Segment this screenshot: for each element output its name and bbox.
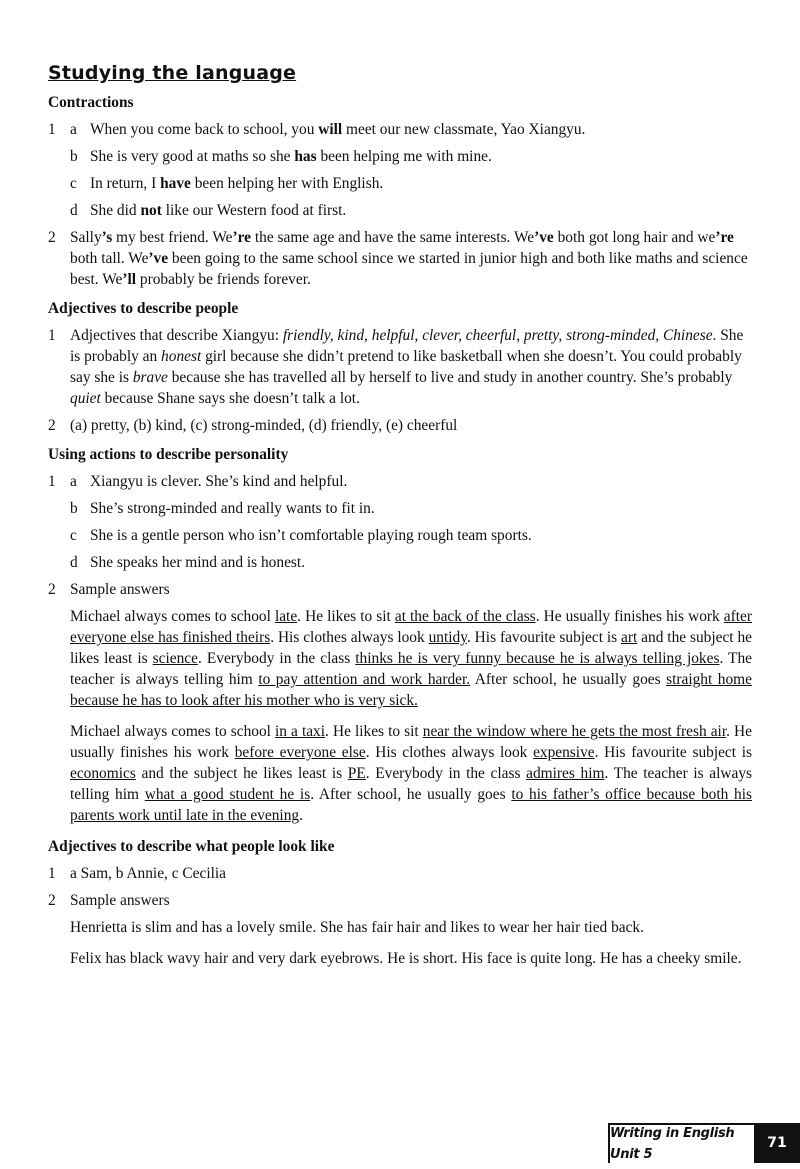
contractions-q1-b	[48, 146, 752, 167]
contractions-q1-a	[48, 119, 752, 140]
text-run: . His clothes always look	[365, 744, 534, 761]
answer-letter: a	[70, 121, 77, 138]
adjectives-q2-text: (a) pretty, (b) kind, (c) strong-minded, (d) friendly, (e) cheerful	[70, 417, 458, 434]
answer-text: She speaks her mind and is honest.	[90, 554, 306, 571]
actions-q1-c	[48, 525, 752, 546]
text-run: . He usually finishes his work	[535, 608, 724, 625]
question-number: 2	[48, 581, 56, 598]
contractions-q1-c	[48, 173, 752, 194]
underlined-phrase: thinks he is very funny because he is always telling jokes	[355, 650, 720, 667]
underlined-phrase: to pay attention and work harder.	[258, 671, 471, 688]
answer-letter: b	[70, 148, 78, 165]
contraction-bold: ’re	[715, 229, 734, 246]
adjectives-q2	[48, 415, 752, 436]
actions-q1-a	[48, 471, 752, 492]
underlined-phrase: what a good student he is	[144, 786, 311, 803]
contraction-bold: ’ve	[534, 229, 554, 246]
question-number: 2	[48, 229, 56, 246]
answer-letter: b	[70, 500, 78, 517]
answer-line	[70, 119, 752, 140]
question-number: 2	[48, 892, 56, 909]
underlined-phrase: science	[152, 650, 198, 667]
text-run: both got long hair and we	[553, 229, 716, 246]
section-heading-adjectives: Adjectives to describe people	[48, 300, 239, 317]
underlined-phrase: untidy	[428, 629, 467, 646]
answer-line	[70, 146, 752, 167]
text-run: girl because she didn’t pretend to like basketball when she doesn’t. You could probably say she is	[70, 348, 742, 386]
answer-letter: d	[70, 202, 78, 219]
answer-line	[70, 471, 752, 492]
page-footer	[608, 1123, 800, 1163]
text-run: and the subject he likes least is	[70, 629, 752, 667]
section-heading-actions: Using actions to describe personality	[48, 446, 289, 463]
section-heading-contractions: Contractions	[48, 94, 134, 111]
text-run: probably be friends forever.	[136, 271, 311, 288]
adjective-italic: honest	[161, 348, 202, 365]
text-run: and the subject he likes least is	[135, 765, 348, 782]
underlined-phrase: after everyone else has finished theirs	[70, 608, 752, 646]
adjective-italic: quiet	[70, 390, 101, 407]
page-title: Studying the language	[48, 62, 297, 84]
underlined-phrase: art	[621, 629, 638, 646]
answer-line	[70, 525, 752, 546]
answer-letter: d	[70, 554, 78, 571]
question-number: 1	[48, 121, 56, 138]
underlined-phrase: straight home because he has to look after his mother who is very sick.	[70, 671, 752, 709]
sample-paragraph	[70, 606, 752, 711]
text-run: been going to the same school since we started in junior high and both like maths and science best. We	[70, 250, 748, 288]
underlined-phrase: economics	[70, 765, 136, 782]
underlined-phrase: admires him	[526, 765, 605, 782]
text-run: After school, he usually goes	[470, 671, 667, 688]
text-run: because she has travelled all by herself to live and study in another country. She’s probably	[167, 369, 733, 386]
text-run: Sally	[70, 229, 102, 246]
answer-text: She’s strong-minded and really wants to fit in.	[90, 500, 375, 517]
answer-bold: have	[160, 175, 191, 192]
adjective-italic: friendly, kind, helpful, clever, cheerful, pretty, strong-minded, Chinese	[282, 327, 713, 344]
text-run: . He usually finishes his work	[70, 723, 752, 761]
page-content	[48, 60, 752, 979]
contraction-bold: ’re	[232, 229, 251, 246]
contractions-q2-text	[70, 229, 748, 288]
text-run: .	[299, 807, 303, 824]
question-number: 1	[48, 473, 56, 490]
text-run: . He likes to sit	[325, 723, 423, 740]
actions-q1-b	[48, 498, 752, 519]
actions-q1-d	[48, 552, 752, 573]
answer-bold: not	[140, 202, 162, 219]
answer-text: She is a gentle person who isn’t comfortable playing rough team sports.	[90, 527, 532, 544]
text-run: . The teacher is always telling him	[70, 765, 753, 803]
contractions-q1-d	[48, 200, 752, 221]
text-run: Adjectives that describe Xiangyu:	[70, 327, 283, 344]
underlined-phrase: late	[274, 608, 298, 625]
actions-q2	[48, 579, 752, 600]
text-run: . Everybody in the class	[197, 650, 356, 667]
contractions-q1	[48, 119, 752, 221]
contraction-bold: ’ll	[122, 271, 137, 288]
text-run: because Shane says she doesn’t talk a lot.	[100, 390, 360, 407]
answer-text: When you come back to school, you	[90, 121, 319, 138]
text-run: . The teacher is always telling him	[70, 650, 752, 688]
contraction-bold: ’s	[101, 229, 113, 246]
text-run: . His favourite subject is	[594, 744, 752, 761]
answer-text: been helping her with English.	[190, 175, 384, 192]
looks-q1-text: a Sam, b Annie, c Cecilia	[70, 865, 227, 882]
answer-bold: has	[294, 148, 317, 165]
text-run: . He likes to sit	[297, 608, 395, 625]
sample-paragraph: Felix has black wavy hair and very dark eyebrows. He is short. His face is quite long. He has a cheeky smile.	[70, 950, 742, 967]
section-heading-looks: Adjectives to describe what people look like	[48, 838, 335, 855]
answer-line	[70, 552, 752, 573]
underlined-phrase: before everyone else	[234, 744, 366, 761]
text-run: . After school, he usually goes	[310, 786, 512, 803]
underlined-phrase: to his father’s office because both his parents work until late in the evening	[70, 786, 752, 824]
answer-text: like our Western food at first.	[161, 202, 347, 219]
text-run: Michael always comes to school	[70, 723, 275, 740]
underlined-phrase: in a taxi	[275, 723, 326, 740]
answer-line	[70, 173, 752, 194]
contractions-q2	[48, 227, 752, 290]
answer-letter: c	[70, 175, 77, 192]
underlined-phrase: expensive	[533, 744, 595, 761]
contraction-bold: ’ve	[148, 250, 169, 267]
sample-paragraph: Henrietta is slim and has a lovely smile. She has fair hair and likes to wear her hair tied back.	[70, 919, 644, 936]
text-run: . His favourite subject is	[466, 629, 622, 646]
answer-text: meet our new classmate, Yao Xiangyu.	[342, 121, 586, 138]
text-run: my best friend. We	[112, 229, 233, 246]
answer-text: She did	[90, 202, 141, 219]
text-run: the same age and have the same interests. We	[251, 229, 535, 246]
answer-letter: a	[70, 473, 77, 490]
answer-line	[70, 200, 752, 221]
looks-q1	[48, 863, 752, 884]
adjective-italic: brave	[132, 369, 168, 386]
underlined-phrase: PE	[347, 765, 366, 782]
text-run: both tall. We	[70, 250, 149, 267]
adjectives-q1-text	[70, 327, 743, 407]
answer-text: In return, I	[90, 175, 161, 192]
sample-answers-label: Sample answers	[70, 892, 170, 909]
answer-bold: will	[318, 121, 343, 138]
text-run: . Everybody in the class	[365, 765, 527, 782]
answer-text: She is very good at maths so she	[90, 148, 295, 165]
page-number: 71	[754, 1123, 800, 1163]
sample-answers-label: Sample answers	[70, 581, 170, 598]
text-run: Michael always comes to school	[70, 608, 275, 625]
answer-letter: c	[70, 527, 77, 544]
answer-line	[70, 498, 752, 519]
answer-text: Xiangyu is clever. She’s kind and helpful.	[90, 473, 348, 490]
sample-paragraph	[70, 721, 752, 826]
answer-text: been helping me with mine.	[316, 148, 492, 165]
underlined-phrase: at the back of the class	[394, 608, 536, 625]
text-run: . She is probably an	[70, 327, 744, 365]
question-number: 1	[48, 327, 56, 344]
looks-q2	[48, 890, 752, 911]
question-number: 2	[48, 417, 56, 434]
question-number: 1	[48, 865, 56, 882]
text-run: . His clothes always look	[270, 629, 429, 646]
underlined-phrase: near the window where he gets the most fresh air	[422, 723, 727, 740]
adjectives-q1	[48, 325, 752, 409]
footer-unit-label: Writing in English Unit 5	[608, 1123, 754, 1163]
